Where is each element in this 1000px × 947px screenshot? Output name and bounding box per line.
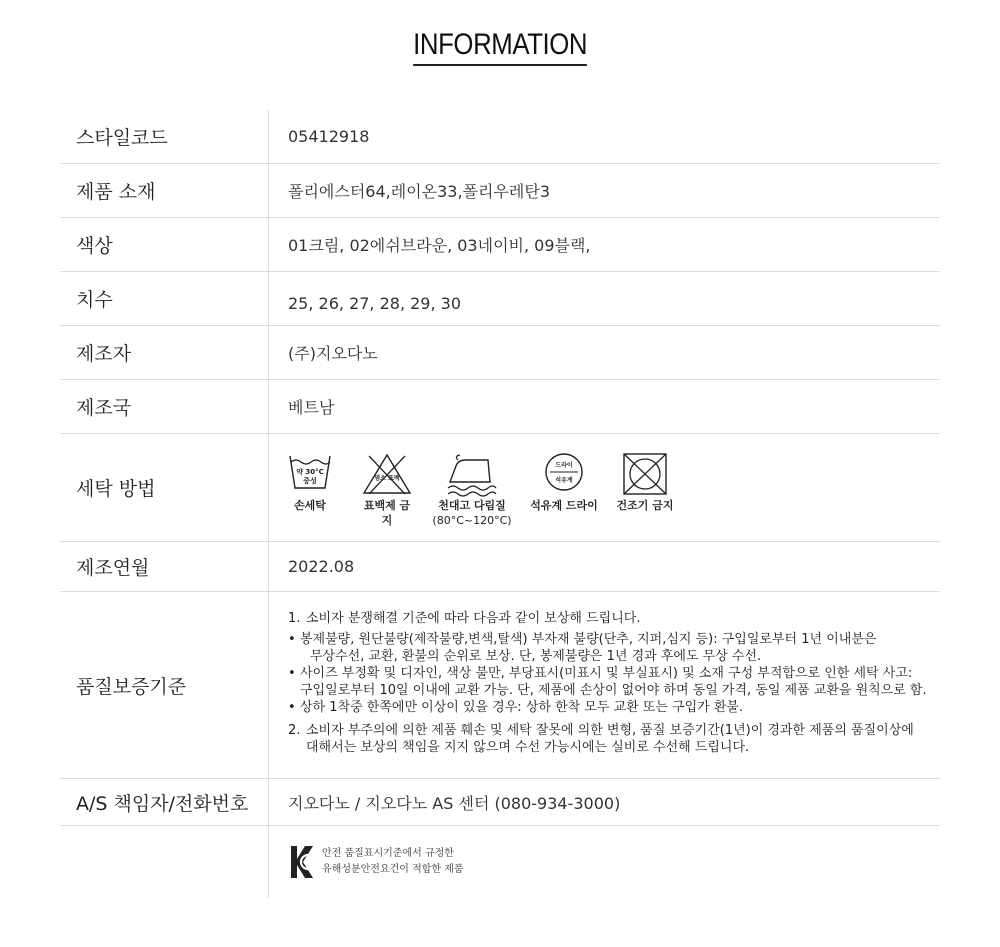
style-code-value: 05412918: [288, 127, 370, 146]
washing-label: 세탁 방법: [76, 478, 156, 500]
warranty-item-2-num: 2.: [288, 723, 301, 738]
no-bleach-caption: 표백제 금지: [363, 499, 411, 527]
row-warranty: [60, 592, 940, 779]
row-style-code: [60, 110, 940, 164]
kc-label-empty: [60, 826, 268, 898]
page-title-text: INFORMATION: [413, 28, 587, 66]
color-label: 색상: [76, 235, 113, 257]
kc-line-2: 유해성분안전요건이 적합한 제품: [322, 864, 464, 875]
no-bleach-inner: 염소 표백: [374, 475, 400, 482]
hand-wash-icon: [288, 452, 332, 492]
warranty-value: [268, 592, 940, 778]
no-tumble-dry-caption: 건조기 금지: [616, 499, 674, 512]
warranty-item-1-num: 1.: [288, 611, 301, 626]
warranty-text: [288, 608, 927, 756]
dry-clean-top: 드라이: [555, 462, 573, 469]
maker-label: 제조자: [76, 343, 132, 365]
warranty-bullet-1-line2: 무상수선, 교환, 환불의 순위로 보상. 단, 봉제불량은 1년 경과 후에도 무상 수선.: [310, 649, 762, 664]
care-symbols: [288, 452, 675, 528]
care-hand-wash: [288, 452, 332, 513]
size-label: 치수: [76, 289, 113, 311]
material-value: 폴리에스터64,레이온33,폴리우레탄3: [288, 182, 550, 201]
material-label: 제품 소재: [76, 181, 156, 203]
page-title: [0, 28, 1000, 66]
row-date: [60, 542, 940, 592]
warranty-item-2-line2: 대해서는 보상의 책임을 지지 않으며 수선 가능시에는 실비로 수선해 드립니다.: [306, 740, 750, 755]
kc-text: [322, 846, 464, 878]
hand-wash-detergent: 중성: [303, 477, 317, 485]
row-color: [60, 218, 940, 272]
date-value: 2022.08: [288, 557, 355, 576]
iron-caption: 천대고 다림질: [438, 499, 506, 512]
color-value: 01크림, 02에쉬브라운, 03네이비, 09블랙,: [288, 236, 591, 255]
warranty-bullet-3-line1: • 상하 1착중 한쪽에만 이상이 있을 경우: 상하 한착 모두 교환 또는 구입가 환불.: [300, 700, 744, 715]
kc-mark: [268, 826, 940, 898]
kc-logo-icon: [288, 843, 316, 881]
washing-value: [268, 434, 940, 541]
as-contact-label: A/S 책임자/전화번호: [76, 792, 249, 815]
date-label: 제조연월: [76, 557, 150, 579]
warranty-bullets: [288, 631, 927, 716]
style-code-label: 스타일코드: [76, 127, 168, 149]
country-value: 베트남: [288, 398, 335, 417]
no-bleach-icon: [361, 452, 413, 496]
row-country: [60, 380, 940, 434]
iron-with-cloth-icon: [446, 452, 498, 498]
warranty-bullet-2-line2: 구입일로부터 10일 이내에 교환 가능. 단, 제품에 손상이 없어야 하며 동일 가격, 동일 제품 교환을 원칙으로 함.: [300, 683, 927, 698]
info-table: [60, 110, 940, 898]
row-washing: [60, 434, 940, 542]
dry-clean-petroleum-icon: [542, 452, 586, 492]
row-material: [60, 164, 940, 218]
warranty-label: 품질보증기준: [76, 675, 187, 698]
warranty-bullet-3: [288, 699, 927, 716]
dry-clean-caption: 석유계 드라이: [530, 499, 598, 512]
warranty-bullet-2-line1: • 사이즈 부정확 및 디자인, 색상 불만, 부당표시(미표시 및 부실표시) 및 소재 구성 부적합으로 인한 세탁 사고:: [300, 666, 913, 681]
kc-line-1: 안전 품질표시기준에서 규정한: [322, 848, 454, 859]
row-kc: [60, 826, 940, 898]
maker-value: (주)지오다노: [288, 344, 378, 363]
care-no-tumble-dry: [615, 452, 675, 513]
care-dry-clean: [529, 452, 599, 513]
size-value: 25, 26, 27, 28, 29, 30: [288, 294, 462, 313]
dry-clean-bottom: 석유계: [555, 477, 573, 484]
hand-wash-caption: 손세탁: [294, 499, 326, 512]
as-contact-value: 지오다노 / 지오다노 AS 센터 (080-934-3000): [288, 793, 621, 813]
care-no-bleach: [361, 452, 413, 528]
row-as-contact: [60, 779, 940, 826]
warranty-bullet-1: [288, 631, 927, 665]
row-size: [60, 272, 940, 326]
no-tumble-dry-icon: [622, 452, 668, 496]
warranty-item-2-line1: 소비자 부주의에 의한 제품 훼손 및 세탁 잘못에 의한 변형, 품질 보증기간(1년)이 경과한 제품의 품질이상에: [306, 723, 914, 738]
warranty-item-1: [288, 610, 927, 627]
warranty-bullet-1-line1: • 봉제불량, 원단불량(제작불량,변색,탈색) 부자재 불량(단추, 지퍼,심지 등): 구입일로부터 1년 이내분은: [300, 632, 877, 647]
iron-temp-caption: (80°C~120°C): [432, 514, 512, 527]
warranty-bullet-2: [288, 665, 927, 699]
care-iron: [432, 452, 512, 528]
row-maker: [60, 326, 940, 380]
warranty-item-2: [288, 722, 927, 739]
warranty-item-1-text: 소비자 분쟁해결 기준에 따라 다음과 같이 보상해 드립니다.: [306, 611, 641, 626]
country-label: 제조국: [76, 397, 132, 419]
hand-wash-temp: 약 30°C: [296, 468, 324, 476]
